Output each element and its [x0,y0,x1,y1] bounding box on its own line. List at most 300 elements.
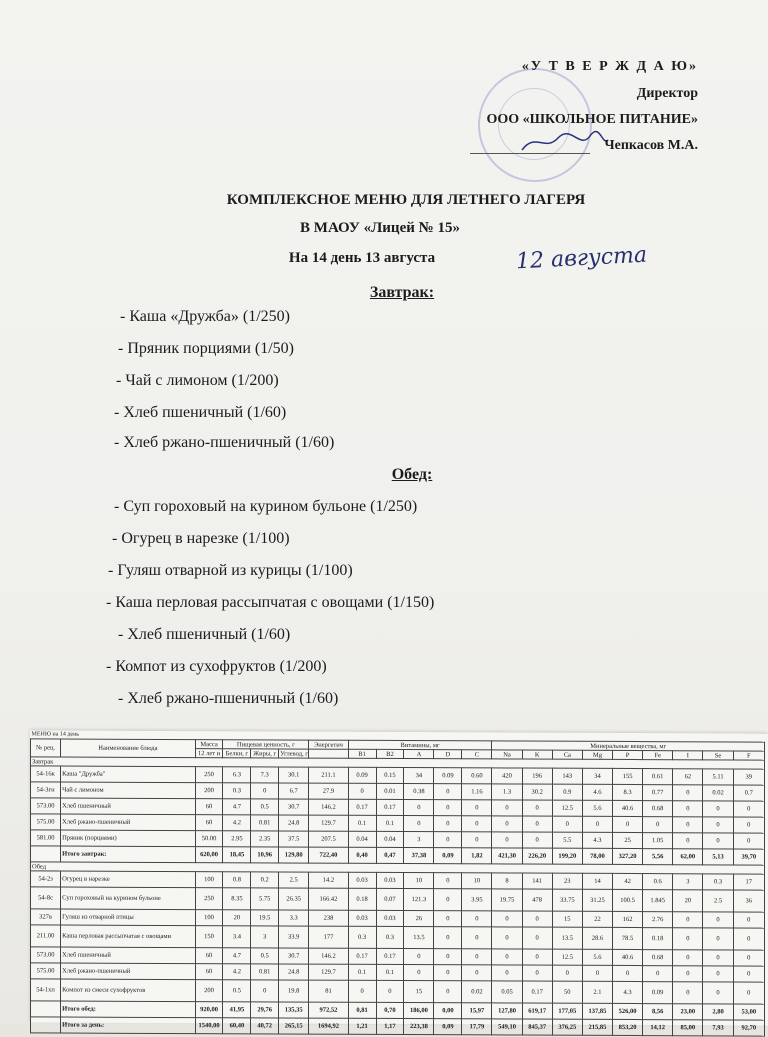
cell-value: 0 [673,912,703,928]
cell-value: 0.81 [251,815,279,831]
approval-name: Чепкасов М.А. [604,138,698,153]
cell-value: 223,38 [404,1019,434,1035]
cell-value: 5.6 [582,800,612,816]
cell-value: 0 [434,816,462,832]
cell-value: 15 [552,911,582,927]
approval-title: «У Т В Е Р Ж Д А Ю» [521,59,698,74]
lunch-item: - Каша перловая рассыпчатая с овощами (1/150) [106,594,435,611]
cell-value: 78.5 [613,927,643,949]
cell-value: 3.4 [223,926,251,948]
cell-value: 0 [703,817,733,833]
recipe-code: 573.00 [31,947,61,963]
cell-value: 135,35 [279,1002,309,1018]
cell-value: 37,38 [404,848,434,864]
cell-value: 26.35 [279,888,309,910]
recipe-code: 575.00 [31,963,61,979]
cell-value: 0 [733,833,764,849]
cell-value: 0 [582,965,612,981]
cell-value: 40.6 [613,800,643,816]
cell-value: 200 [195,980,223,1002]
cell-value: 0.09 [348,767,376,783]
cell-value: 0,40 [348,847,376,863]
table-row [31,887,765,912]
cell-value: 0.60 [462,768,492,784]
cell-value: 121.3 [404,889,434,911]
cell-value: 6.3 [223,767,251,783]
cell-value: 162 [613,911,643,927]
cell-value: 0 [522,832,552,848]
table-caption: МЕНЮ на 14 день [31,731,80,738]
recipe-code [31,846,61,862]
cell-value: 0.07 [376,888,404,910]
cell-value: 15 [404,981,434,1003]
cell-value: 215,85 [582,1019,612,1035]
cell-value: 4.6 [582,784,612,800]
cell-value: 23 [552,873,582,889]
dish-name: Чай с лимоном [61,782,196,799]
cell-value: 0.6 [643,874,673,890]
col-vitamin: B2 [376,749,404,758]
col-vitamin: A [404,750,434,759]
cell-value: 0 [492,911,522,927]
cell-value: 34 [404,768,434,784]
cell-value: 14.2 [309,872,348,888]
cell-value: 0 [434,873,462,889]
cell-value: 0 [492,965,522,981]
cell-value: 92,70 [733,1020,764,1036]
col-energy-sub [309,749,348,758]
dish-name: Каша перловая рассыпчатая с овощами [61,925,196,948]
dish-name: Итого завтрак: [61,846,196,863]
cell-value: 62,00 [673,849,703,865]
dish-name: Хлеб ржано-пшеничный [61,814,196,831]
cell-value: 166.42 [309,888,348,910]
cell-value: 143 [552,768,582,784]
section-label: Завтрак [31,757,765,769]
cell-value: 100.5 [613,889,643,911]
cell-value: 0.5 [223,980,251,1002]
cell-value: 0 [404,965,434,981]
cell-value: 8.35 [223,888,251,910]
menu-title: КОМПЛЕКСНОЕ МЕНЮ ДЛЯ ЛЕТНЕГО ЛАГЕРЯ [226,192,586,208]
cell-value: 200 [195,783,223,799]
cell-value: 26 [404,911,434,927]
cell-value: 0 [462,965,492,981]
cell-value: 0 [462,927,492,949]
cell-value: 0.02 [703,785,733,801]
cell-value: 14,12 [643,1020,673,1036]
table-total-row [31,1017,765,1036]
col-mineral: Na [492,750,522,759]
cell-value: 8.3 [613,784,643,800]
col-name: Наименование блюда [61,739,196,758]
recipe-code: 573.00 [31,798,61,814]
cell-value: 0.03 [348,872,376,888]
cell-value: 0.17 [376,948,404,964]
cell-value: 0.17 [348,948,376,964]
cell-value: 7.3 [251,767,279,783]
cell-value: 0 [462,800,492,816]
col-minerals: Минеральные вещества, мг [492,741,765,751]
col-protein: Белки, г [223,749,251,758]
cell-value: 186,00 [404,1003,434,1019]
cell-value: 41,95 [223,1002,251,1018]
dish-name: Хлеб пшеничный [61,798,196,815]
col-mineral: K [522,750,552,759]
col-vitamin: D [434,750,462,759]
cell-value: 100 [195,910,223,926]
cell-value: 920,00 [195,1002,223,1018]
cell-value: 6.7 [279,783,309,799]
cell-value: 0 [492,816,522,832]
cell-value: 0 [251,783,279,799]
cell-value: 0 [348,783,376,799]
handwritten-date: 12 августа [515,242,648,275]
dish-name: Пряник (порциями) [61,830,196,847]
cell-value: 376,25 [552,1019,582,1035]
cell-value: 421,30 [492,848,522,864]
cell-value: 25 [613,832,643,848]
cell-value: 0 [251,980,279,1002]
cell-value: 20 [673,890,703,912]
cell-value: 0 [673,801,703,817]
cell-value: 327,20 [613,848,643,864]
cell-value: 150 [195,926,223,948]
cell-value: 8,56 [643,1004,673,1020]
approval-role: Директор [636,86,698,101]
cell-value: 619,17 [522,1003,552,1019]
cell-value: 3 [251,926,279,948]
cell-value: 0.68 [643,950,673,966]
cell-value: 40,72 [251,1018,279,1034]
cell-value: 177 [309,926,348,948]
cell-value: 478 [522,889,552,911]
cell-value: 146.2 [309,799,348,815]
cell-value: 39 [733,769,764,785]
cell-value: 0 [643,966,673,982]
cell-value: 0 [703,966,733,982]
cell-value: 4.7 [223,948,251,964]
cell-value: 0.61 [643,769,673,785]
cell-value: 0.8 [223,872,251,888]
cell-value: 0.77 [643,785,673,801]
cell-value: 19.5 [251,910,279,926]
recipe-code: 54-3гн [31,782,61,798]
dish-name: Суп гороховый на курином бульоне [61,887,196,910]
cell-value: 0.05 [492,981,522,1003]
breakfast-title: Завтрак: [369,284,435,301]
cell-value: 0.04 [348,831,376,847]
cell-value: 0.03 [348,910,376,926]
table-row [31,925,765,950]
cell-value: 60 [195,948,223,964]
signature-line [470,153,590,154]
cell-value: 0 [733,982,764,1004]
cell-value: 0,00 [434,1003,462,1019]
cell-value: 1,17 [376,1018,404,1034]
cell-value: 0 [673,817,703,833]
cell-value: 0.5 [251,948,279,964]
cell-value: 0.7 [733,785,764,801]
cell-value: 0.38 [404,784,434,800]
cell-value: 4.3 [582,832,612,848]
cell-value: 19.75 [492,889,522,911]
cell-value: 2.1 [582,981,612,1003]
cell-value: 42 [613,873,643,889]
cell-value: 12.5 [552,800,582,816]
cell-value: 0 [462,832,492,848]
cell-value: 0 [434,911,462,927]
cell-value: 196 [522,768,552,784]
cell-value: 0.68 [643,801,673,817]
cell-value: 2,80 [703,1004,733,1020]
cell-value: 0 [552,965,582,981]
cell-value: 0.17 [376,799,404,815]
cell-value: 420 [492,768,522,784]
cell-value: 526,00 [613,1003,643,1019]
cell-value: 60 [195,815,223,831]
breakfast-item: - Пряник порциями (1/50) [118,340,294,357]
cell-value: 36 [733,890,764,912]
cell-value: 0 [613,965,643,981]
cell-value: 0 [733,801,764,817]
cell-value: 620,00 [195,847,223,863]
col-mass-sub: 12 лет и [195,749,223,758]
cell-value: 0 [552,816,582,832]
cell-value: 0.18 [348,888,376,910]
cell-value: 853,20 [613,1019,643,1035]
cell-value: 1,82 [462,848,492,864]
cell-value: 0 [434,927,462,949]
cell-value: 1.845 [643,890,673,912]
cell-value: 0.09 [643,982,673,1004]
breakfast-item: - Хлеб ржано-пшеничный (1/60) [114,434,335,451]
cell-value: 2.35 [251,831,279,847]
cell-value: 0.15 [376,767,404,783]
cell-value: 0 [492,927,522,949]
cell-value: 226,20 [522,848,552,864]
col-mineral: F [733,751,764,760]
col-fat: Жиры, г [251,749,279,758]
recipe-code: 54-1хп [31,979,61,1001]
cell-value: 33.75 [552,889,582,911]
cell-value: 30.1 [279,767,309,783]
lunch-item: - Компот из сухофруктов (1/200) [106,658,327,675]
cell-value: 0 [703,950,733,966]
cell-value: 5.6 [582,949,612,965]
cell-value: 39,70 [733,849,764,865]
dish-name: Итого обед: [61,1001,196,1018]
cell-value: 129.7 [309,815,348,831]
col-vitamins: Витамины, мг [348,740,492,750]
cell-value: 0.1 [376,964,404,980]
cell-value: 0 [673,966,703,982]
cell-value: 0 [643,817,673,833]
cell-value: 30.7 [279,799,309,815]
cell-value: 0 [582,816,612,832]
cell-value: 0 [434,981,462,1003]
cell-value: 0.5 [251,799,279,815]
recipe-code: 211.00 [31,925,61,947]
cell-value: 10,96 [251,847,279,863]
cell-value: 3.95 [462,889,492,911]
cell-value: 0 [434,965,462,981]
cell-value: 0 [673,833,703,849]
cell-value: 0 [522,949,552,965]
cell-value: 0 [492,949,522,965]
cell-value: 141 [522,873,552,889]
cell-value: 0 [733,966,764,982]
cell-value: 0.81 [251,964,279,980]
cell-value: 207.5 [309,831,348,847]
cell-value: 29,76 [251,1002,279,1018]
cell-value: 0 [733,817,764,833]
cell-value: 5,56 [643,849,673,865]
dish-name: Гуляш из отварной птицы [61,909,196,926]
cell-value: 2.5 [703,890,733,912]
col-mineral: I [673,751,703,760]
cell-value: 0.3 [376,926,404,948]
cell-value: 238 [309,910,348,926]
cell-value: 250 [195,767,223,783]
cell-value: 0 [404,816,434,832]
col-recipe: № рец. [31,739,61,757]
cell-value: 0 [462,949,492,965]
dish-name: Хлеб ржано-пшеничный [61,963,196,980]
cell-value: 17,79 [462,1019,492,1035]
col-mass: Масса [195,740,223,749]
cell-value: 34 [582,768,612,784]
dish-name: Хлеб пшеничный [61,947,196,964]
cell-value: 845,37 [522,1019,552,1035]
cell-value: 0.2 [251,872,279,888]
cell-value: 0 [733,912,764,928]
lunch-item: - Хлеб ржано-пшеничный (1/60) [118,690,339,707]
cell-value: 60 [195,799,223,815]
cell-value: 62 [673,769,703,785]
cell-value: 0.3 [348,926,376,948]
cell-value: 0 [462,911,492,927]
cell-value: 211.1 [309,767,348,783]
cell-value: 0.1 [348,964,376,980]
table-row [31,979,765,1004]
cell-value: 33.9 [279,926,309,948]
col-carbs: Углевод, г [280,749,308,758]
cell-value: 3 [404,832,434,848]
cell-value: 129.7 [309,964,348,980]
cell-value: 0 [613,816,643,832]
cell-value: 0 [703,912,733,928]
cell-value: 129,80 [279,847,309,863]
cell-value: 0.01 [376,783,404,799]
cell-value: 0.9 [552,784,582,800]
breakfast-item: - Чай с лимоном (1/200) [116,372,279,389]
approval-organization: ООО «ШКОЛЬНОЕ ПИТАНИЕ» [486,112,698,127]
section-label: Обед [31,862,765,874]
cell-value: 0 [348,980,376,1002]
cell-value: 0 [703,982,733,1004]
cell-value: 14 [582,873,612,889]
cell-value: 2.76 [643,912,673,928]
cell-value: 12.5 [552,949,582,965]
cell-value: 0.1 [348,815,376,831]
recipe-code: 581.00 [31,830,61,846]
cell-value: 0 [434,832,462,848]
cell-value: 3 [673,874,703,890]
cell-value: 1694,92 [309,1018,348,1034]
dish-name: Каша "Дружба" [61,766,196,783]
table-body [31,757,765,1036]
cell-value: 0,81 [348,1002,376,1018]
menu-date: На 14 день 13 августа [288,250,436,266]
cell-value: 0,09 [434,1019,462,1035]
cell-value: 100 [195,872,223,888]
cell-value: 0 [522,911,552,927]
cell-value: 0.04 [376,831,404,847]
lunch-item: - Суп гороховый на курином бульоне (1/250) [114,498,418,515]
cell-value: 155 [613,768,643,784]
col-energy: Энергетич [309,740,348,749]
recipe-code [31,1017,61,1033]
cell-value: 37.5 [279,831,309,847]
cell-value: 0,09 [434,848,462,864]
dish-name: Итого за день: [61,1017,196,1034]
cell-value: 0,70 [376,1002,404,1018]
cell-value: 1.05 [643,833,673,849]
recipe-code: 54-2з [31,871,61,887]
school-name: В МАОУ «Лицей № 15» [300,220,460,236]
cell-value: 0.1 [376,815,404,831]
col-mineral: Fe [643,751,673,760]
col-mineral: Se [703,751,733,760]
cell-value: 0 [703,833,733,849]
cell-value: 0 [673,928,703,950]
cell-value: 0.03 [376,910,404,926]
col-mineral: P [613,750,643,759]
cell-value: 23,00 [673,1004,703,1020]
cell-value: 199,20 [552,848,582,864]
col-vitamin: C [462,750,492,759]
cell-value: 0.3 [223,783,251,799]
cell-value: 1.16 [462,784,492,800]
cell-value: 4.7 [223,799,251,815]
cell-value: 0 [434,800,462,816]
cell-value: 22 [582,911,612,927]
cell-value: 250 [195,888,223,910]
cell-value: 10 [462,873,492,889]
recipe-code: 575.00 [31,814,61,830]
cell-value: 0.09 [434,768,462,784]
cell-value: 13.5 [552,927,582,949]
cell-value: 0 [376,980,404,1002]
cell-value: 0 [404,800,434,816]
cell-value: 2.5 [279,872,309,888]
cell-value: 0 [522,927,552,949]
cell-value: 0.18 [643,928,673,950]
cell-value: 0 [492,832,522,848]
cell-value: 81 [309,980,348,1002]
cell-value: 177,05 [552,1003,582,1019]
cell-value: 60,40 [223,1018,251,1034]
cell-value: 78,00 [582,848,612,864]
cell-value: 1.3 [492,784,522,800]
cell-value: 17 [733,874,764,890]
cell-value: 972,52 [309,1002,348,1018]
cell-value: 5,13 [703,849,733,865]
breakfast-item: - Хлеб пшеничный (1/60) [114,404,287,421]
cell-value: 53,00 [733,1004,764,1020]
cell-value: 0 [434,784,462,800]
